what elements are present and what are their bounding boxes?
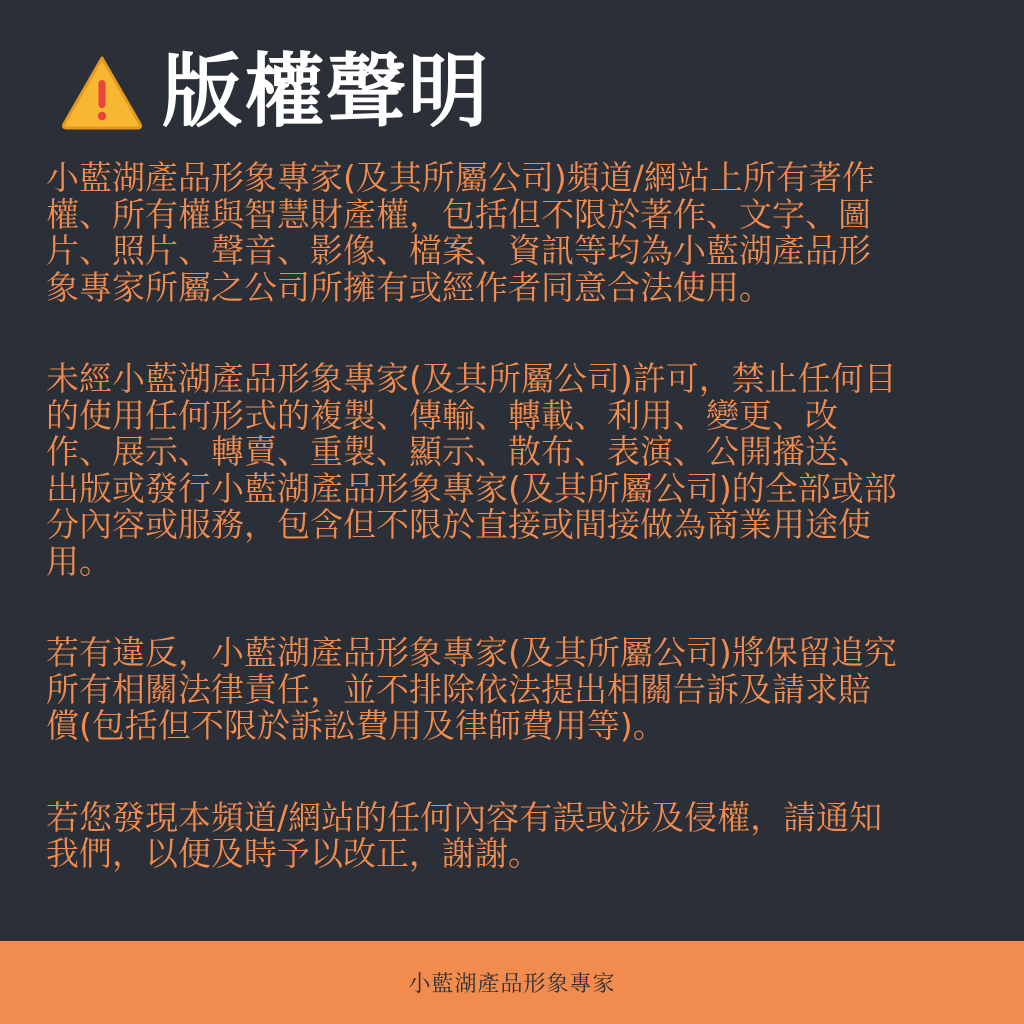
notice-paragraph-legal-action: 若有違反，小藍湖產品形象專家(及其所屬公司)將保留追究 所有相關法律責任，並不排除依法提出相關告訴及請求賠 償(包括但不限於訴訟費用及律師費用等)。 [46, 633, 897, 745]
page-title: 版權聲明 [162, 45, 490, 138]
copyright-notice-body [46, 160, 986, 928]
footer-brand-label: 小藍湖產品形象專家 [408, 972, 616, 997]
footer-bar [0, 941, 1024, 1024]
notice-paragraph-report: 若您發現本頻道/網站的任何內容有誤或涉及侵權，請通知 我們，以便及時予以改正，謝謝。 [46, 797, 883, 873]
notice-paragraph-prohibition: 未經小藍湖產品形象專家(及其所屬公司)許可，禁止任何目 的使用任何形式的複製、傳輸、轉載、利用、變更、改 作、展示、轉賣、重製、顯示、散布、表演、公開播送、 出版或發行小藍湖產品形象專家(及其所屬公司)的全部或部 分內容或服務，包含但不限於直接或間接做為商業用途使 用。 [46, 359, 897, 581]
page-header [60, 42, 490, 142]
notice-paragraph-ownership: 小藍湖產品形象專家(及其所屬公司)頻道/網站上所有著作 權、所有權與智慧財產權，包括但不限於著作、文字、圖 片、照片、聲音、影像、檔案、資訊等均為小藍湖產品形 象專家所屬之公司所擁有或經作者同意合法使用。 [46, 158, 875, 307]
warning-icon [60, 52, 144, 132]
